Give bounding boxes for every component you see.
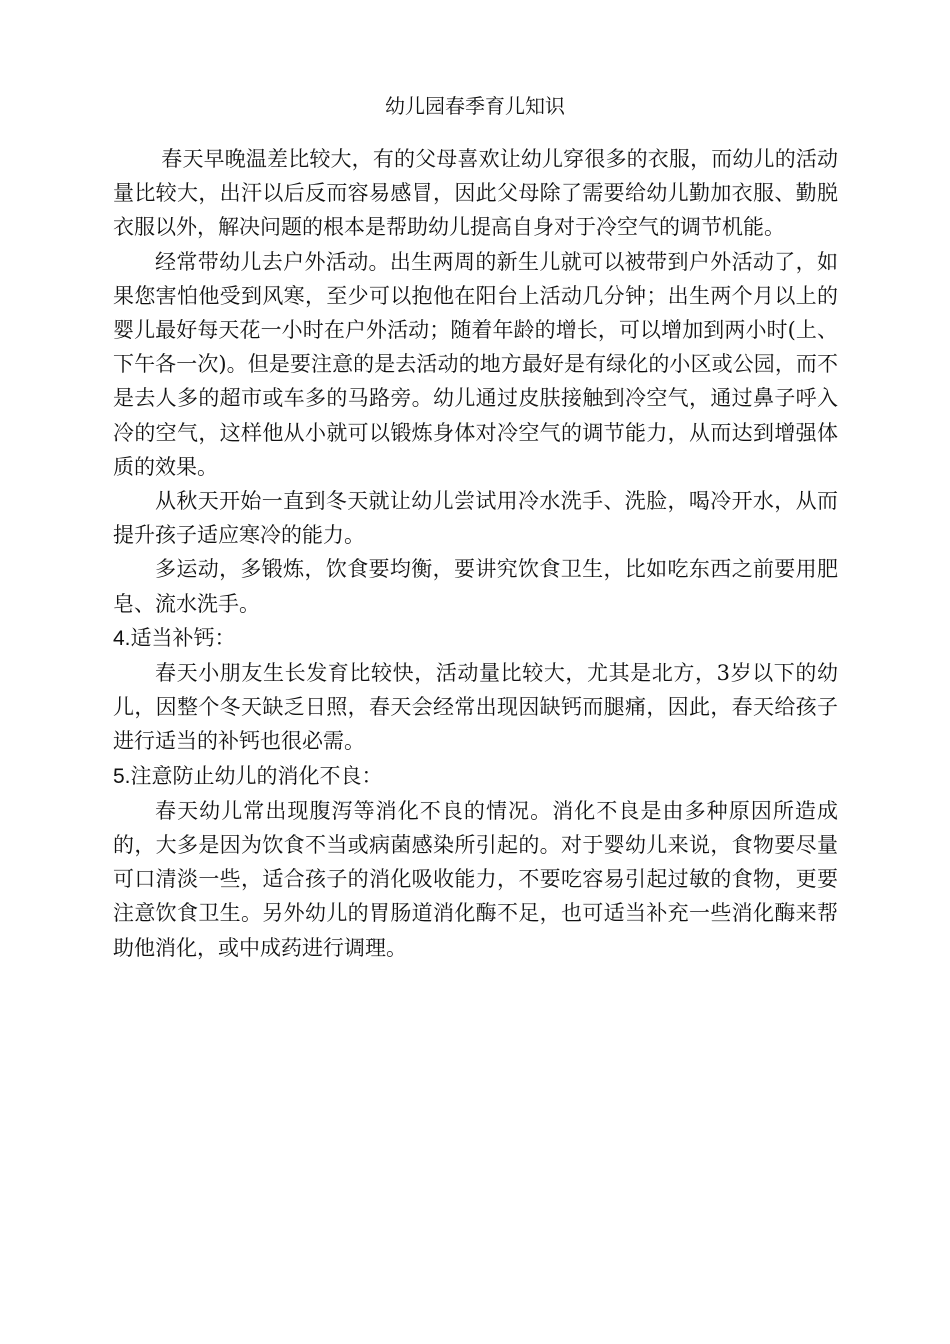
section-heading-text: 适当补钙： — [130, 625, 236, 650]
paragraph-calcium: 春天小朋友生长发育比较快，活动量比较大，尤其是北方，3岁以下的幼儿，因整个冬天缺乏日照，春天会经常出现因缺钙而腿痛，因此，春天给孩子进行适当的补钙也很必需。 — [113, 661, 838, 754]
section-heading-calcium — [113, 621, 838, 656]
paragraph-digestion: 春天幼儿常出现腹泻等消化不良的情况。消化不良是由多种原因所造成的，大多是因为饮食不当或病菌感染所引起的。对于婴幼儿来说，食物要尽量可口清淡一些，适合孩子的消化吸收能力，不要吃容易引起过敏的食物，更要注意饮食卫生。另外幼儿的胃肠道消化酶不足，也可适当补充一些消化酶来帮助他消化，或中成药进行调理。 — [113, 798, 838, 960]
document-body — [113, 142, 838, 965]
paragraph-cold-water: 从秋天开始一直到冬天就让幼儿尝试用冷水洗手、洗脸，喝冷开水，从而提升孩子适应寒冷的能力。 — [113, 489, 838, 548]
paragraph-exercise-hygiene: 多运动，多锻炼，饮食要均衡，要讲究饮食卫生，比如吃东西之前要用肥皂、流水洗手。 — [113, 557, 838, 616]
paragraph-temperature: 春天早晚温差比较大，有的父母喜欢让幼儿穿很多的衣服，而幼儿的活动量比较大，出汗以后反而容易感冒，因此父母除了需要给幼儿勤加衣服、勤脱衣服以外，解决问题的根本是帮助幼儿提高自身对于冷空气的调节机能。 — [113, 147, 838, 240]
paragraph-outdoor-activity: 经常带幼儿去户外活动。出生两周的新生儿就可以被带到户外活动了，如果您害怕他受到风寒，至少可以抱他在阳台上活动几分钟；出生两个月以上的婴儿最好每天花一小时在户外活动；随着年龄的增长，可以增加到两小时(上、下午各一次)。但是要注意的是去活动的地方最好是有绿化的小区或公园，而不是去人多的超市或车多的马路旁。幼儿通过皮肤接触到冷空气，通过鼻子呼入冷的空气，这样他从小就可以锻炼身体对冷空气的调节能力，从而达到增强体质的效果。 — [113, 249, 838, 479]
section-number: 4. — [113, 626, 131, 650]
section-heading-text: 注意防止幼儿的消化不良： — [130, 763, 383, 788]
section-number: 5. — [113, 764, 131, 788]
document-title: 幼儿园春季育儿知识 — [385, 94, 565, 118]
section-heading-digestion — [113, 759, 838, 794]
